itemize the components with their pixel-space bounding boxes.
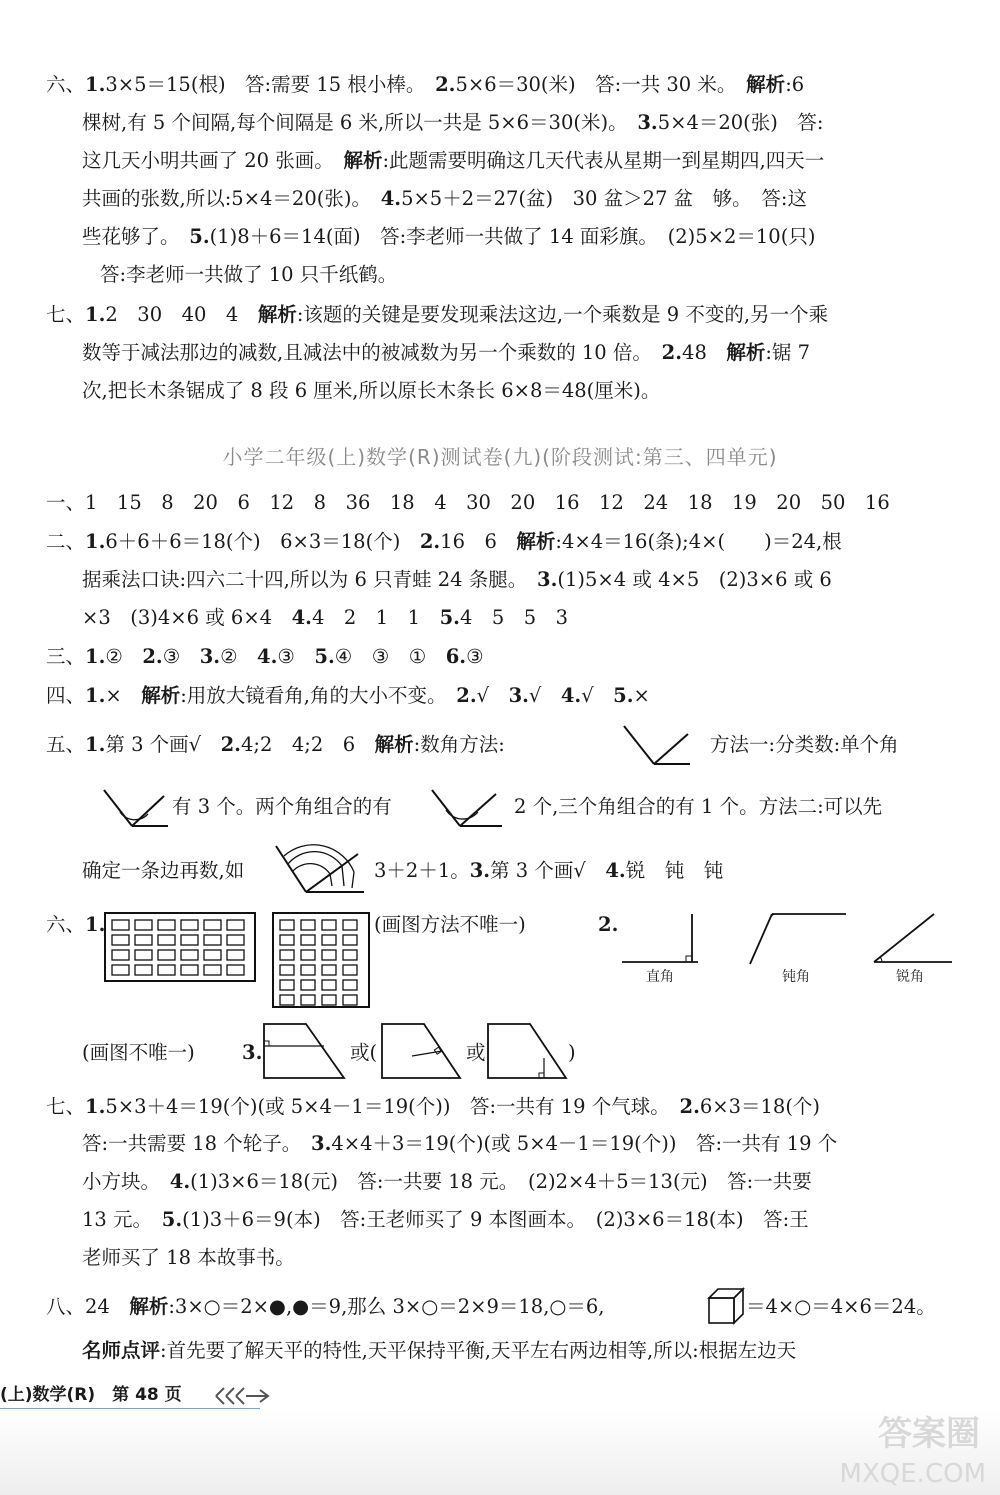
answer-text: :6 <box>785 73 805 96</box>
answer-text: ③ <box>466 645 484 668</box>
item-number: 3. <box>637 111 658 134</box>
answer-text: ④ ③ ① <box>334 645 446 668</box>
answer-text: 这几天小明共画了 20 张画。 <box>82 149 344 172</box>
grid-cell <box>227 965 244 975</box>
answer-text: 锐 钝 钝 <box>625 859 724 882</box>
answer-text: 确定一条边再数,如 <box>82 859 245 882</box>
item-number: 1. <box>85 913 106 936</box>
line-6-4 <box>82 186 1000 212</box>
grid-cell <box>112 950 129 960</box>
analysis-label: 解析 <box>343 149 383 172</box>
item-number: 3. <box>537 568 558 591</box>
answer-text: (1)5×4 或 4×5 (2)3×6 或 6 <box>557 568 832 591</box>
angle-figure-double <box>428 786 508 830</box>
grid-cell <box>158 950 175 960</box>
answer-text: 有 3 个。两个角组合的有 <box>172 795 392 818</box>
answer-text: 48 <box>682 341 727 364</box>
answer-text: 2 30 40 4 <box>105 303 258 326</box>
answer-text: ② <box>105 645 143 668</box>
item-number: 3. <box>311 1132 332 1155</box>
section-number: 六、 <box>46 913 86 936</box>
section-number: 三、 <box>46 645 86 668</box>
line-8-1b <box>746 1294 1000 1320</box>
answer-text: 或 <box>466 1041 486 1064</box>
item-number: 3. <box>242 1041 263 1064</box>
answer-text: 次,把长木条锯成了 8 段 6 厘米,所以原长木条长 6×8＝48(厘米)。 <box>82 379 661 402</box>
answer-text: 方法一:分类数:单个角 <box>710 733 899 756</box>
section-number: 二、 <box>46 530 86 553</box>
grid-cell <box>227 920 244 930</box>
answer-text: :4×4＝16(条);4×( )＝24,根 <box>555 530 842 553</box>
answer-text: 4×4＋3＝19(个)(或 5×4－1＝19(个)) 答:一共有 19 个 <box>331 1132 838 1155</box>
line-7-1 <box>46 302 1000 328</box>
line-1 <box>46 490 1000 516</box>
trapezoid-figure-1 <box>260 1020 348 1082</box>
item-number: 3. <box>469 859 491 882</box>
grid-cell <box>343 950 357 960</box>
line-6-5 <box>82 224 1000 250</box>
item-number: 3. <box>199 645 221 668</box>
analysis-label: 解析 <box>374 733 414 756</box>
obtuse-angle-figure <box>744 906 850 968</box>
answer-text: 第 3 个画√ <box>490 859 606 882</box>
line-3 <box>46 644 1000 670</box>
answer-text: :首先要了解天平的特性,天平保持平衡,天平左右两边相等,所以:根据左边天 <box>160 1339 797 1362</box>
line-2-1 <box>46 529 1000 555</box>
answer-text: 5×5＋2＝27(盆) 30 盆＞27 盆 够。 答:这 <box>401 187 807 210</box>
grid-border <box>105 913 255 981</box>
angle-figure-single <box>100 786 172 830</box>
answer-text: 5×3＋4＝19(个)(或 5×4－1＝19(个)) 答:一共有 19 个气球。 <box>105 1095 680 1118</box>
grid-cell <box>343 995 357 1005</box>
grid-cell <box>280 965 294 975</box>
grid-cell <box>322 995 336 1005</box>
line-5-2b <box>514 794 1000 820</box>
grid-cell <box>343 935 357 945</box>
analysis-label: 解析 <box>516 530 556 553</box>
answer-text: 共画的张数,所以:5×4＝20(张)。 <box>82 187 381 210</box>
grid-cell <box>204 965 221 975</box>
grid-cell <box>322 950 336 960</box>
grid-cell <box>280 995 294 1005</box>
angle-figure-count <box>272 842 368 896</box>
line-7b-1 <box>46 1094 1000 1120</box>
page-footer: (上)数学(R) 第 48 页 <box>0 1385 182 1405</box>
answer-text: ) <box>568 1041 576 1064</box>
answer-text: ③ <box>277 645 315 668</box>
grid-cell <box>204 920 221 930</box>
answer-text: √ <box>581 684 614 707</box>
right-angle-label: 直角 <box>646 969 674 985</box>
item-number: 2. <box>220 733 241 756</box>
item-number: 1. <box>85 645 106 668</box>
line-2-2 <box>82 567 1000 593</box>
arrow-decoration-icon <box>214 1384 270 1408</box>
answer-text: 3＋2＋1。 <box>374 859 470 882</box>
grid-cell <box>301 965 315 975</box>
grid-cell <box>112 965 129 975</box>
grid-cell <box>158 935 175 945</box>
grid-cell <box>322 980 336 990</box>
item-number: 1. <box>85 733 106 756</box>
item-number: 2. <box>419 530 441 553</box>
item-number: 2. <box>598 913 619 936</box>
line-4 <box>46 683 1000 709</box>
item-number: 4. <box>380 187 402 210</box>
line-2-3 <box>82 605 1000 631</box>
answer-text: :3×○＝2×●,●＝9,那么 3×○＝2×9＝18,○＝6, <box>168 1295 605 1318</box>
item-number: 1. <box>85 303 106 326</box>
watermark-url: MXQE.COM <box>839 1459 986 1489</box>
item-number: 1. <box>85 684 106 707</box>
grid-cell <box>280 920 294 930</box>
acute-angle-label: 锐角 <box>896 969 924 985</box>
test-title: 小学二年级(上)数学(R)测试卷(九)(阶段测试:第三、四单元) <box>222 445 778 469</box>
watermark-logo: 答案圈 <box>878 1414 980 1454</box>
answer-text: ＝4×○＝4×6＝24。 <box>746 1295 936 1318</box>
teacher-comment-label: 名师点评 <box>82 1339 161 1362</box>
grid-cell <box>301 950 315 960</box>
grid-cell <box>280 950 294 960</box>
line-6b-3e <box>568 1040 1000 1066</box>
item-number: 2. <box>661 341 683 364</box>
item-number: 5. <box>439 606 460 629</box>
answer-text: 4 2 1 1 <box>311 606 440 629</box>
section-number: 七、 <box>46 303 86 326</box>
grid-cell <box>112 935 129 945</box>
answer-text: 1 15 8 20 6 12 8 36 18 4 30 20 16 12 24 18 19 20 50 16 <box>85 491 890 514</box>
grid-cell <box>322 920 336 930</box>
item-number: 1. <box>85 530 106 553</box>
analysis-label: 解析 <box>141 684 181 707</box>
line-7-2 <box>82 340 1000 366</box>
section-number: 五、 <box>46 733 86 756</box>
answer-text: (画图不唯一) <box>82 1041 195 1064</box>
grid-cell <box>135 950 152 960</box>
answer-text: 13 元。 <box>82 1208 162 1231</box>
grid-cell <box>301 935 315 945</box>
grid-cell <box>135 920 152 930</box>
answer-text: 第 3 个画√ <box>105 733 221 756</box>
grid-cell <box>204 935 221 945</box>
cube-icon <box>706 1286 746 1326</box>
line-7-3 <box>82 378 1000 404</box>
item-number: 1. <box>85 73 106 96</box>
answer-text: 6×3＝18(个) <box>699 1095 821 1118</box>
grid-cell <box>227 950 244 960</box>
footer-divider <box>0 1408 260 1409</box>
item-number: 5. <box>314 645 335 668</box>
answer-text: (1)3×6＝18(元) 答:一共要 18 元。 (2)2×4＋5＝13(元) 答:一共要 <box>190 1170 812 1193</box>
answer-text: (画图方法不唯一) <box>374 913 526 936</box>
answer-text: 答:李老师一共做了 10 只千纸鹤。 <box>100 263 398 286</box>
trapezoid-figure-3 <box>484 1020 570 1082</box>
grid-cell <box>204 950 221 960</box>
line-8-2 <box>82 1338 1000 1364</box>
grid-cell <box>343 920 357 930</box>
grid-cell <box>158 920 175 930</box>
angle-figure-all <box>618 722 694 768</box>
grid-cell <box>280 980 294 990</box>
line-5-1b <box>710 732 1000 758</box>
grid-cell <box>301 920 315 930</box>
answer-text: 棵树,有 5 个间隔,每个间隔是 6 米,所以一共是 5×6＝30(米)。 <box>82 111 638 134</box>
analysis-label: 解析 <box>129 1295 169 1318</box>
item-number: 4. <box>169 1170 191 1193</box>
answer-text: × <box>633 684 650 707</box>
answer-text: 或( <box>350 1041 378 1064</box>
line-6-1 <box>46 72 1000 98</box>
grid-cell <box>343 965 357 975</box>
answer-text: 据乘法口诀:四六二十四,所以为 6 只青蛙 24 条腿。 <box>82 568 538 591</box>
answer-text: :用放大镜看角,角的大小不变。 <box>180 684 457 707</box>
grid-figure-tall <box>272 912 370 1008</box>
answer-text: × <box>105 684 142 707</box>
analysis-label: 解析 <box>257 303 297 326</box>
line-5-3b <box>374 858 1000 884</box>
answer-text: :数角方法: <box>413 733 505 756</box>
line-7b-2 <box>82 1131 1000 1157</box>
acute-angle-figure <box>868 910 954 966</box>
answer-text: 5×4＝20(张) 答: <box>657 111 824 134</box>
answer-text: 4;2 4;2 6 <box>240 733 375 756</box>
grid-cell <box>322 935 336 945</box>
item-number: 4. <box>257 645 278 668</box>
answer-text: √ <box>476 684 509 707</box>
answer-text: 老师买了 18 本故事书。 <box>82 1246 295 1269</box>
line-7b-3 <box>82 1169 1000 1195</box>
grid-cell <box>181 935 198 945</box>
item-number: 2. <box>679 1095 700 1118</box>
grid-cell <box>181 920 198 930</box>
grid-cell <box>301 995 315 1005</box>
item-number: 5. <box>189 225 210 248</box>
answer-text: ② <box>220 645 258 668</box>
answer-text: :锯 7 <box>765 341 811 364</box>
answer-text: 3×5＝15(根) 答:需要 15 根小棒。 <box>105 73 436 96</box>
item-number: 1. <box>85 1095 106 1118</box>
grid-cell <box>181 965 198 975</box>
item-number: 6. <box>445 645 467 668</box>
trapezoid-figure-2 <box>378 1020 464 1082</box>
grid-cell <box>280 935 294 945</box>
answer-text: (1)8＋6＝14(面) 答:李老师一共做了 14 面彩旗。 (2)5×2＝10(只) <box>209 225 816 248</box>
grid-cell <box>112 920 129 930</box>
answer-text: 5×6＝30(米) 答:一共 30 米。 <box>455 73 747 96</box>
answer-text: 24 <box>85 1295 130 1318</box>
item-number: 3. <box>508 684 529 707</box>
grid-cell <box>135 935 152 945</box>
section-number: 七、 <box>46 1095 86 1118</box>
grid-cell <box>301 980 315 990</box>
item-number: 4. <box>605 859 626 882</box>
section-number: 六、 <box>46 73 86 96</box>
answer-text: 些花够了。 <box>82 225 190 248</box>
item-number: 5. <box>161 1208 183 1231</box>
section-number: 八、 <box>46 1295 86 1318</box>
answer-text: ×3 (3)4×6 或 6×4 <box>82 606 292 629</box>
item-number: 2. <box>435 73 456 96</box>
answer-text: :此题需要明确这几天代表从星期一到星期四,四天一 <box>382 149 825 172</box>
line-6-2 <box>82 110 1000 136</box>
item-number: 4. <box>291 606 312 629</box>
answer-text: (1)3＋6＝9(本) 答:王老师买了 9 本图画本。 (2)3×6＝18(本) 答:王 <box>182 1208 809 1231</box>
line-6-6 <box>100 262 1000 288</box>
grid-cell <box>227 935 244 945</box>
grid-figure-wide <box>104 912 256 982</box>
answer-text: ③ <box>162 645 200 668</box>
answer-text: 6＋6＋6＝18(个) 6×3＝18(个) <box>105 530 420 553</box>
item-number: 4. <box>560 684 582 707</box>
answer-text: √ <box>528 684 561 707</box>
section-number: 一、 <box>46 491 86 514</box>
answer-text: 答:一共需要 18 个轮子。 <box>82 1132 312 1155</box>
line-7b-4 <box>82 1207 1000 1233</box>
answer-text: 数等于减法那边的减数,且减法中的被减数为另一个乘数的 10 倍。 <box>82 341 662 364</box>
grid-cell <box>343 980 357 990</box>
answer-text: 4 5 5 3 <box>459 606 569 629</box>
grid-cell <box>181 950 198 960</box>
answer-text: 2 个,三个角组合的有 1 个。方法二:可以先 <box>514 795 883 818</box>
item-number: 2. <box>456 684 477 707</box>
item-number: 5. <box>613 684 634 707</box>
grid-cell <box>135 965 152 975</box>
grid-cell <box>158 965 175 975</box>
line-6-3 <box>82 148 1000 174</box>
answer-text: :该题的关键是要发现乘法这边,一个乘数是 9 不变的,另一个乘 <box>296 303 829 326</box>
obtuse-angle-label: 钝角 <box>782 969 810 985</box>
grid-cell <box>322 965 336 975</box>
line-7b-5 <box>82 1245 1000 1271</box>
analysis-label: 解析 <box>746 73 786 96</box>
answer-text: 小方块。 <box>82 1170 170 1193</box>
item-number: 2. <box>142 645 163 668</box>
section-number: 四、 <box>46 684 86 707</box>
answer-text: 16 6 <box>440 530 517 553</box>
analysis-label: 解析 <box>726 341 766 364</box>
